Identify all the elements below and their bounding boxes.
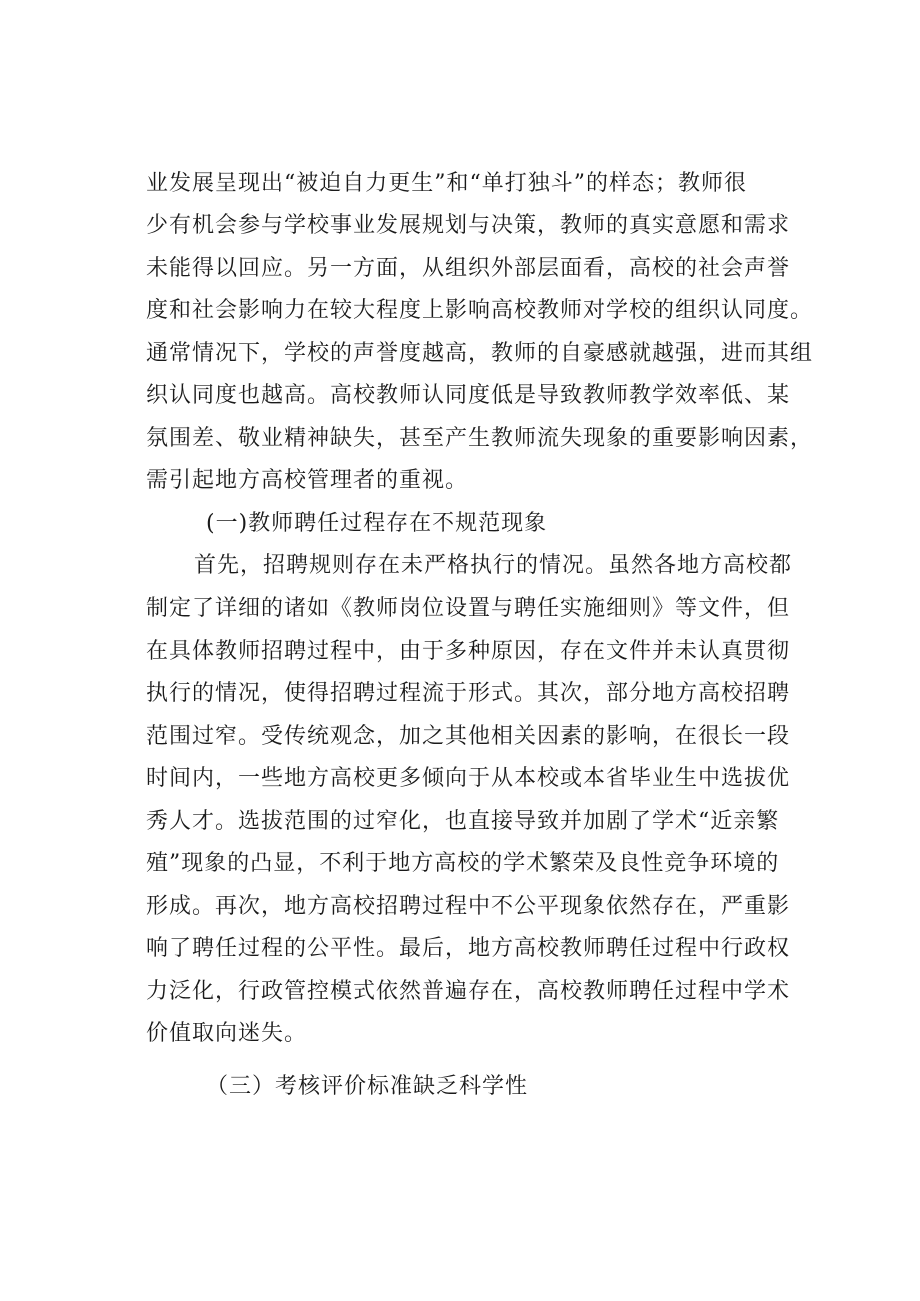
body-text-line: 织认同度也越高。高校教师认同度低是导致教师教学效率低、某 bbox=[146, 383, 791, 408]
body-text-line: 氛围差、敬业精神缺失，甚至产生教师流失现象的重要影响因素， bbox=[146, 426, 814, 451]
body-text-line: 形成。再次，地方高校招聘过程中不公平现象依然存在，严重影 bbox=[146, 894, 791, 919]
body-text-line: 业发展呈现出“被迫自力更生”和“单打独斗”的样态；教师很 bbox=[146, 171, 747, 196]
body-text-line: 未能得以回应。另一方面，从组织外部层面看，高校的社会声誉 bbox=[146, 256, 791, 281]
body-text-line: 通常情况下，学校的声誉度越高，教师的自豪感就越强，进而其组 bbox=[146, 341, 814, 366]
body-text-line: 殖”现象的凸显，不利于地方高校的学术繁荣及良性竞争环境的 bbox=[146, 851, 780, 876]
body-text-line: 时间内，一些地方高校更多倾向于从本校或本省毕业生中选拔优 bbox=[146, 766, 791, 791]
body-text-line: 价值取向迷失。 bbox=[146, 1021, 308, 1046]
body-text-line: 少有机会参与学校事业发展规划与决策，教师的真实意愿和需求 bbox=[146, 213, 791, 238]
body-text-line: 响了聘任过程的公平性。最后，地方高校教师聘任过程中行政权 bbox=[146, 936, 791, 961]
body-text-line: 需引起地方高校管理者的重视。 bbox=[146, 468, 469, 493]
body-text-line: 秀人才。选拔范围的过窄化，也直接导致并加剧了学术“近亲繁 bbox=[146, 809, 780, 834]
body-text-line: 执行的情况，使得招聘过程流于形式。其次，部分地方高校招聘 bbox=[146, 681, 791, 706]
section-heading: (一)教师聘任过程存在不规范现象 bbox=[206, 511, 548, 536]
body-text-line: 在具体教师招聘过程中，由于多种原因，存在文件并未认真贯彻 bbox=[146, 639, 791, 664]
body-text-line: 制定了详细的诸如《教师岗位设置与聘任实施细则》等文件，但 bbox=[146, 596, 791, 621]
body-text-line: 度和社会影响力在较大程度上影响高校教师对学校的组织认同度。 bbox=[146, 298, 814, 323]
body-text-line: 范围过窄。受传统观念，加之其他相关因素的影响，在很长一段 bbox=[146, 724, 791, 749]
section-heading: （三）考核评价标准缺乏科学性 bbox=[206, 1074, 529, 1099]
body-text-line: 力泛化，行政管控模式依然普遍存在，高校教师聘任过程中学术 bbox=[146, 979, 791, 1004]
body-text-line: 首先，招聘规则存在未严格执行的情况。虽然各地方高校都 bbox=[194, 553, 793, 578]
